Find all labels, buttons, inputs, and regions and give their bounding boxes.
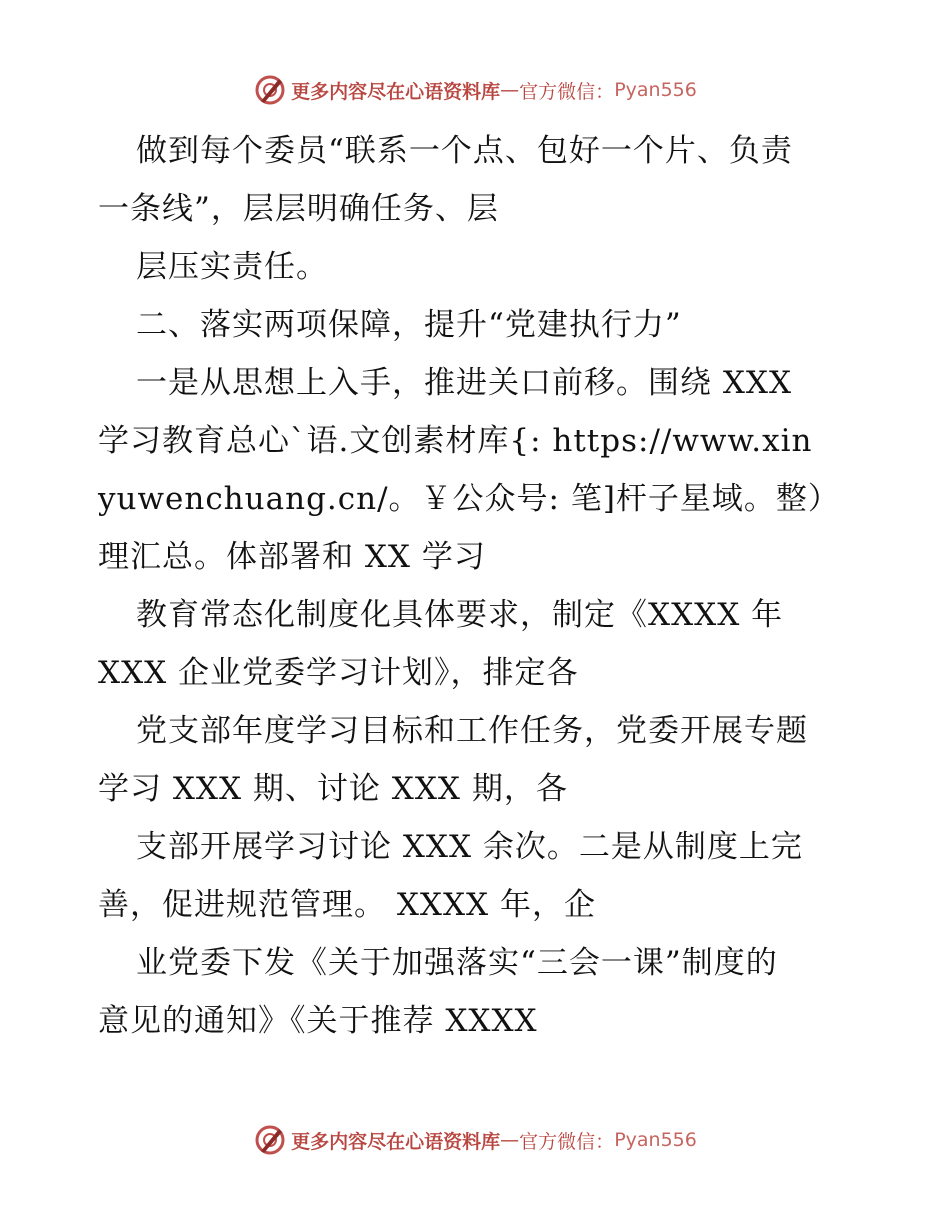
banner-dash: — <box>500 79 520 101</box>
text-line: 层压实责任。 <box>136 249 328 285</box>
text-line: 理汇总。体部署和 XX 学习 <box>98 539 486 575</box>
text-line: 一条线”，层层明确任务、层 <box>98 191 499 227</box>
banner-wechat-label: 官方微信： <box>519 1130 615 1153</box>
banner-wechat-label: 官方微信： <box>519 80 615 103</box>
header-watermark-banner <box>0 70 950 110</box>
banner-wechat-id: Pyan556 <box>614 79 697 101</box>
text-line: 学习 XXX 期、讨论 XXX 期，各 <box>98 771 568 807</box>
brush-logo-icon <box>253 73 287 107</box>
text-line: yuwenchuang.cn/。￥公众号: 笔]杆子星域。整） <box>98 481 840 517</box>
text-line: 业党委下发《关于加强落实“三会一课”制度的 <box>136 945 778 981</box>
text-line: 支部开展学习讨论 XXX 余次。二是从制度上完 <box>136 829 803 865</box>
banner-lead-text: 更多内容尽在心语资料库 <box>291 1130 501 1153</box>
text-line: 意见的通知》《关于推荐 XXXX <box>98 1003 538 1039</box>
text-line: 教育常态化制度化具体要求，制定《XXXX 年 <box>136 597 784 633</box>
section-heading: 二、落实两项保障，提升“党建执行力” <box>136 307 682 343</box>
footer-watermark-banner <box>0 1120 950 1160</box>
banner-lead-text: 更多内容尽在心语资料库 <box>291 80 501 103</box>
text-line: XXX 企业党委学习计划》，排定各 <box>98 655 579 691</box>
banner-dash: — <box>500 1129 520 1151</box>
banner-wechat-id: Pyan556 <box>614 1129 697 1151</box>
text-line: 学习教育总心`语.文创素材库{: https://www.xin <box>98 423 813 459</box>
text-line: 善，促进规范管理。 XXXX 年，企 <box>98 887 596 923</box>
document-body <box>98 122 858 1050</box>
text-line: 党支部年度学习目标和工作任务，党委开展专题 <box>136 713 808 749</box>
brush-logo-icon <box>253 1123 287 1157</box>
text-line: 一是从思想上入手，推进关口前移。围绕 XXX <box>136 365 793 401</box>
text-line: 做到每个委员“联系一个点、包好一个片、负责 <box>136 133 793 169</box>
